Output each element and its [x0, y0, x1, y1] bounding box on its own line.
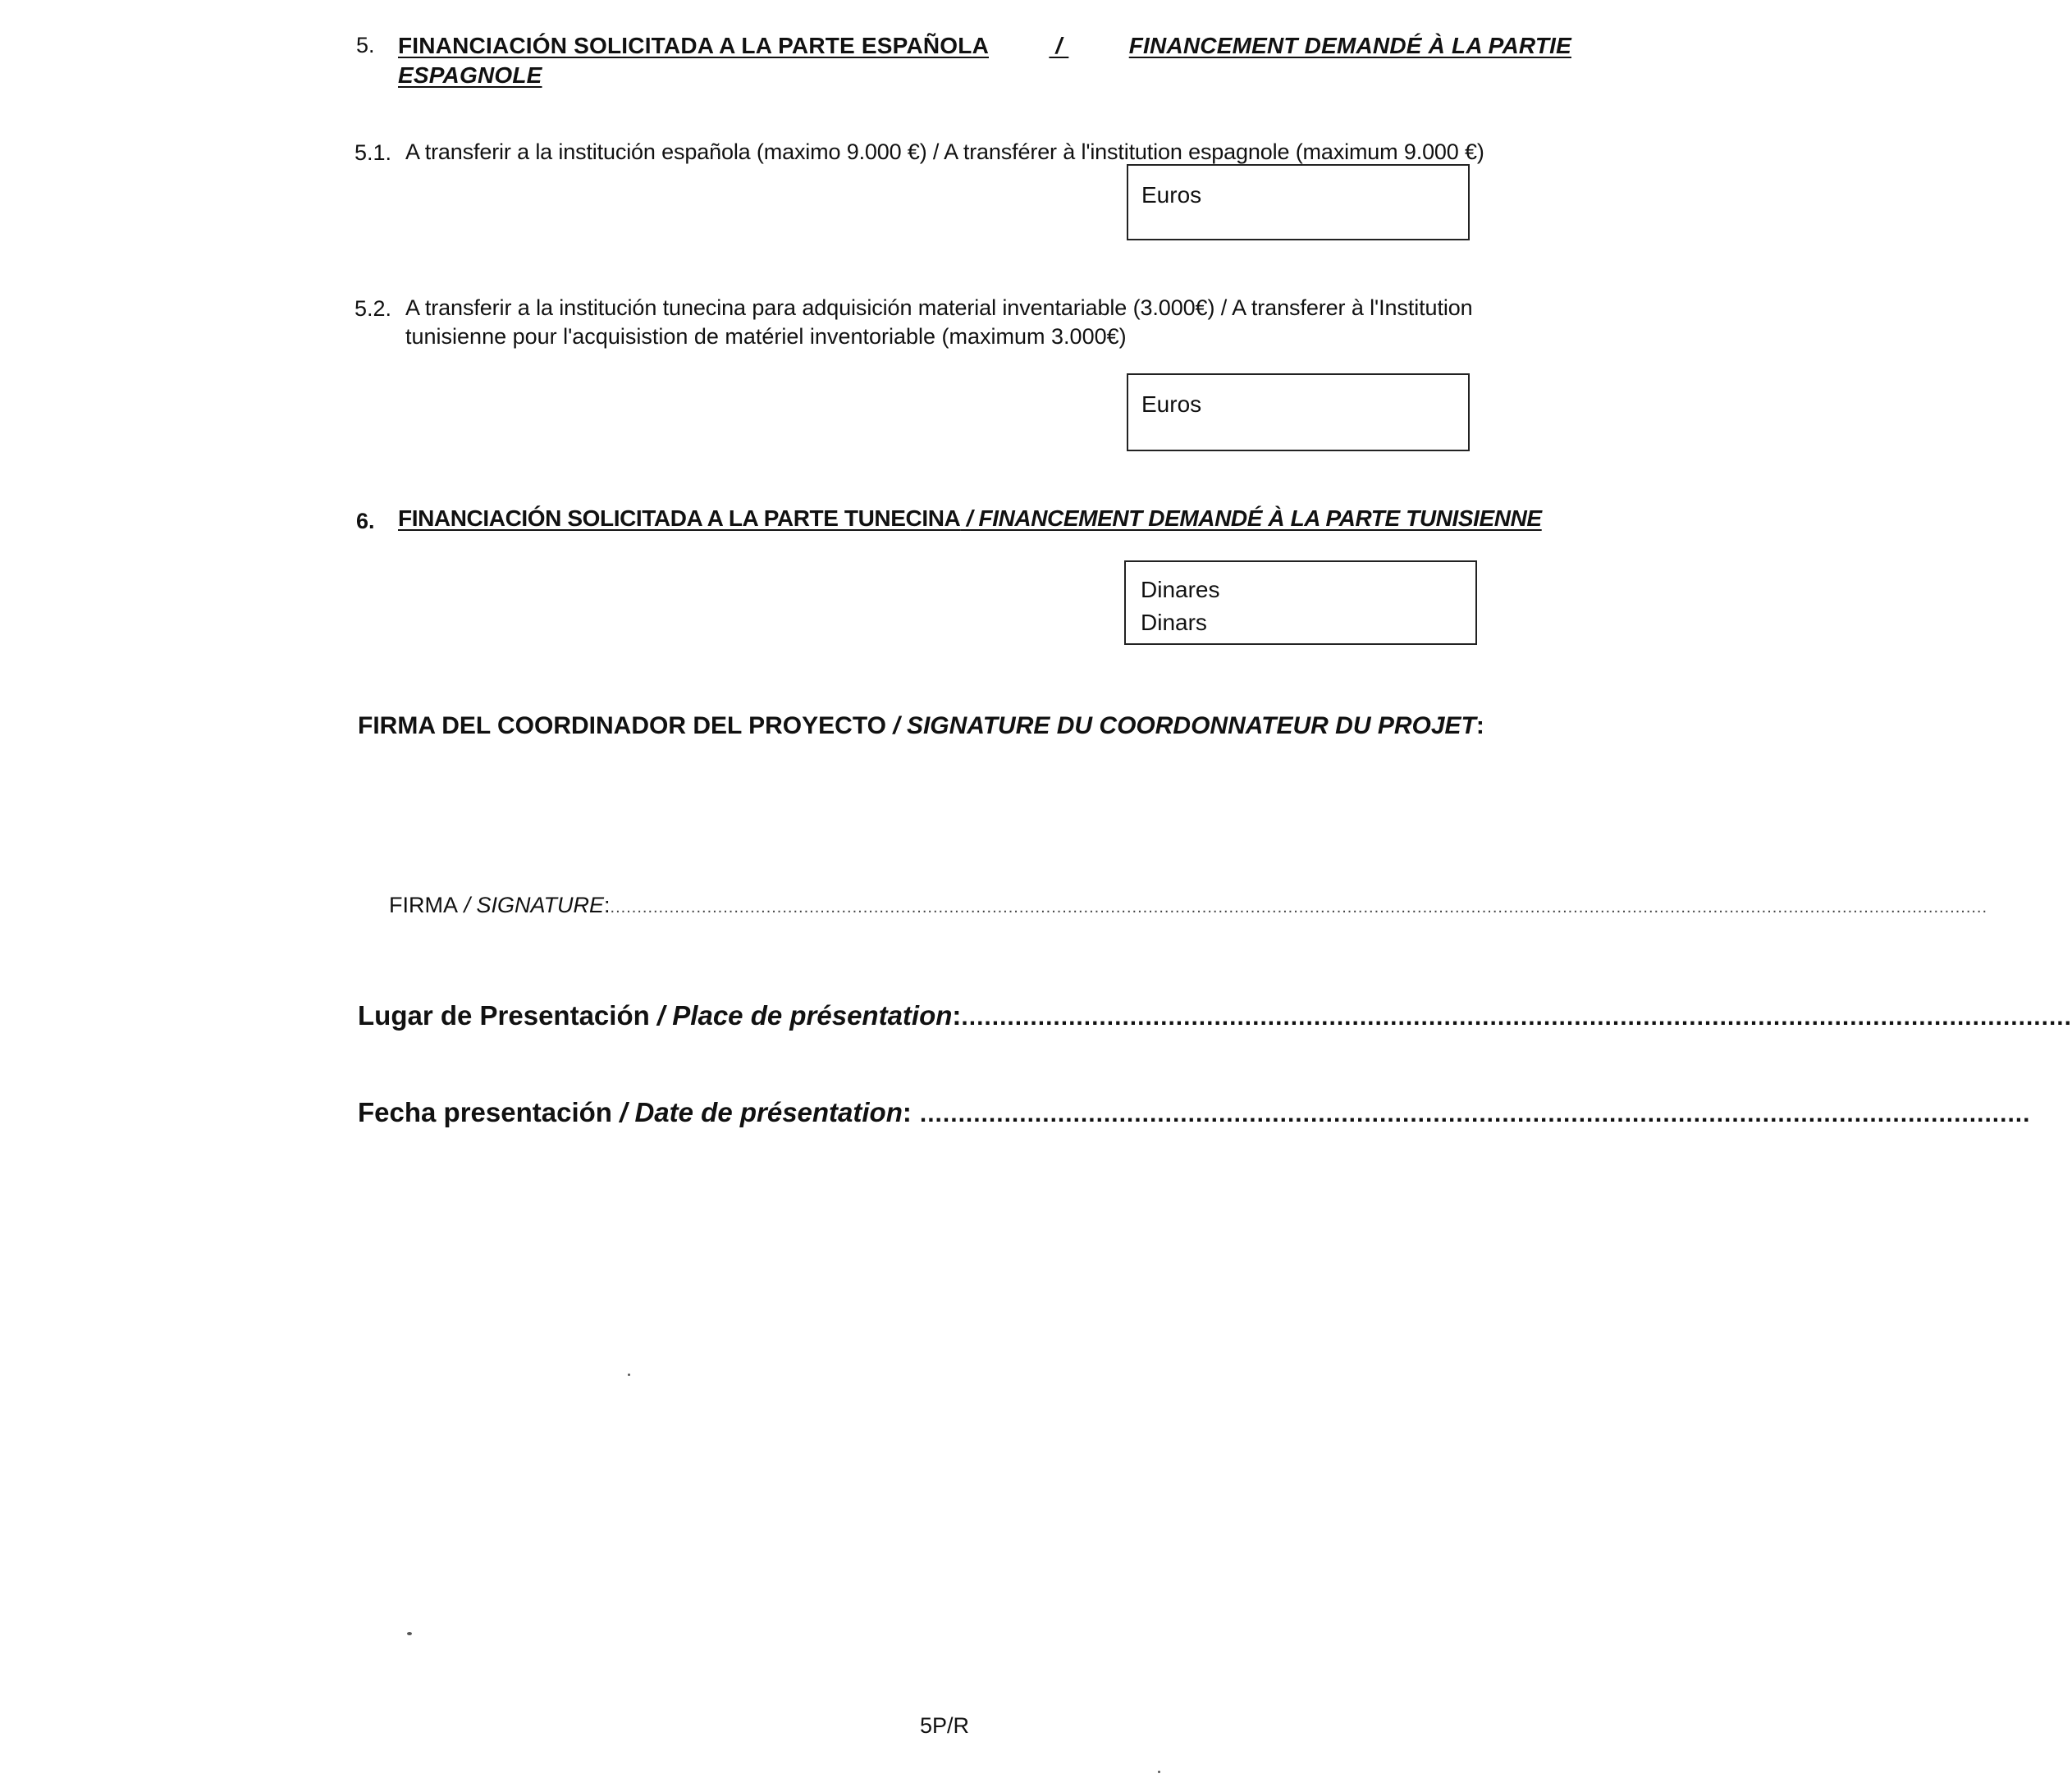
coordinator-colon: : — [1475, 712, 1484, 739]
date-label-fr: Date de présentation — [634, 1097, 903, 1127]
euros-label: Euros — [1141, 391, 1202, 417]
place-separator: / — [649, 1000, 673, 1031]
date-of-presentation-field[interactable] — [358, 1097, 2031, 1128]
section-6-title-es: FINANCIACIÓN SOLICITADA A LA PARTE TUNECINA — [398, 505, 961, 531]
place-label-fr: Place de présentation — [672, 1000, 953, 1031]
coordinator-separator: / — [885, 712, 907, 739]
scan-speck — [1158, 1771, 1160, 1773]
section-6-title-fr: FINANCEMENT DEMANDÉ À LA PARTE TUNISIENNE — [978, 505, 1542, 531]
place-dotted-line: ................................................................................................................................................. — [961, 1003, 2072, 1031]
section-6-number: 6. — [356, 509, 375, 533]
item-5-1-number: 5.1. — [354, 140, 392, 165]
signature-label-fr: SIGNATURE — [476, 893, 605, 917]
section-5-title-fr: FINANCEMENT DEMANDÉ À LA PARTIE — [1128, 33, 1571, 58]
euros-amount-box-spanish-institution[interactable] — [1127, 164, 1470, 240]
dinars-label: Dinars — [1141, 610, 1207, 635]
date-dotted-line: ................................................................................................................................................. — [919, 1100, 2031, 1127]
section-5-separator: / — [1049, 33, 1069, 58]
place-label-es: Lugar de Presentación — [358, 1000, 650, 1031]
euros-amount-box-tunisian-institution[interactable] — [1127, 373, 1470, 451]
place-of-presentation-field[interactable] — [358, 1000, 2072, 1031]
date-label-es: Fecha presentación — [358, 1097, 612, 1127]
section-6-separator: / — [960, 505, 979, 531]
date-colon: : — [902, 1097, 912, 1127]
item-5-2-text-line-1: A transferir a la institución tunecina para adquisición material inventariable (3.000€) / A transferer à l'Institution — [405, 295, 1473, 320]
coordinator-label-es: FIRMA DEL COORDINADOR DEL PROYECTO — [358, 712, 886, 739]
section-5-heading — [398, 31, 1571, 90]
section-5-title-es: FINANCIACIÓN SOLICITADA A LA PARTE ESPAÑOLA — [398, 33, 989, 58]
scan-speck — [628, 1374, 630, 1376]
item-5-2-text-line-2: tunisienne pour l'acquisistion de matériel inventoriable (maximum 3.000€) — [405, 324, 1127, 349]
signature-colon: : — [604, 893, 611, 917]
place-colon: : — [952, 1000, 962, 1031]
euros-label: Euros — [1141, 182, 1202, 208]
item-5-1-text: A transferir a la institución española (maximo 9.000 €) / A transférer à l'institution espagnole (maximum 9.000 €) — [405, 139, 1484, 164]
section-5-title-fr-cont: ESPAGNOLE — [398, 62, 542, 88]
section-5-number: 5. — [356, 33, 375, 57]
dinars-amount-box[interactable] — [1124, 560, 1477, 645]
page-code: 5P/R — [920, 1713, 970, 1738]
signature-dotted-line: ................................................................................................................................................................................................................................................................ — [610, 898, 1988, 917]
coordinator-signature-heading — [358, 712, 1484, 740]
signature-field[interactable] — [389, 893, 1988, 918]
signature-separator: / — [458, 893, 477, 917]
item-5-2-number: 5.2. — [354, 296, 392, 321]
scan-speck — [407, 1632, 412, 1635]
section-6-heading — [398, 505, 1542, 532]
signature-label-es: FIRMA — [389, 893, 458, 917]
dinares-label: Dinares — [1141, 577, 1220, 602]
item-5-2-text — [405, 294, 1574, 351]
coordinator-label-fr: SIGNATURE DU COORDONNATEUR DU PROJET — [906, 712, 1476, 739]
date-separator: / — [611, 1097, 635, 1127]
